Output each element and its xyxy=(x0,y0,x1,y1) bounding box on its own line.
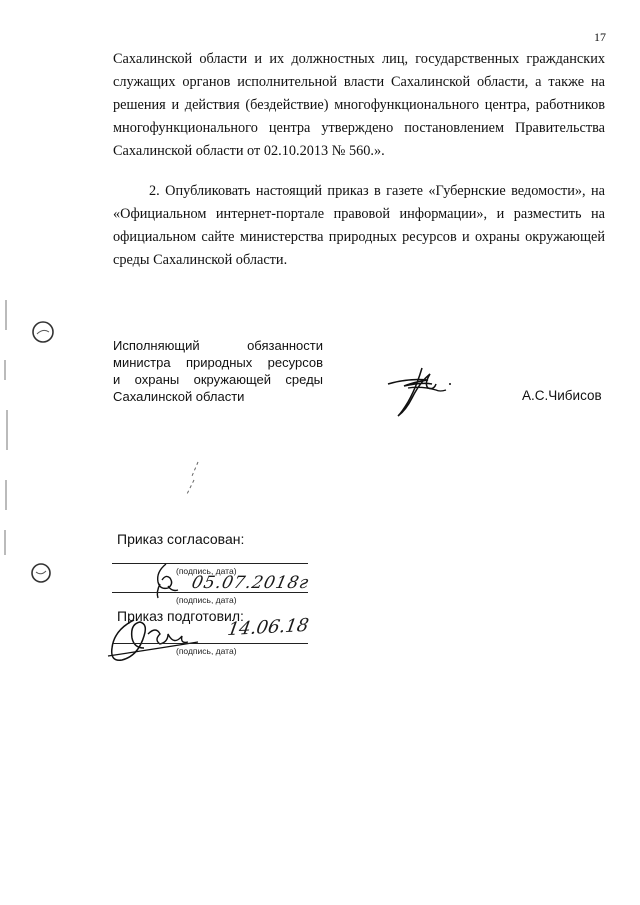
approval-caption-2: (подпись, дата) xyxy=(176,595,237,605)
signer-name: А.С.Чибисов xyxy=(522,388,602,403)
margin-mark-icon xyxy=(0,300,14,560)
stray-pen-mark xyxy=(176,460,206,500)
prepared-caption: (подпись, дата) xyxy=(176,646,237,656)
approval-sign-line-2 xyxy=(112,592,308,593)
prepared-handwritten-date: 14.06.18 xyxy=(225,614,311,641)
approval-caption-1: (подпись, дата) xyxy=(176,566,237,576)
approval-handwritten-date: 05.07.2018г xyxy=(189,573,312,593)
handwritten-signature xyxy=(378,362,458,420)
position-line: и охраны окружающей среды xyxy=(113,372,323,387)
position-line: министра природных ресурсов xyxy=(113,355,323,370)
position-line: Исполняющий обязанности xyxy=(113,338,323,353)
page-number: 17 xyxy=(594,30,606,44)
prepared-sign-line xyxy=(112,643,308,644)
body-paragraph-1: Сахалинской области и их должностных лиц, государственных гражданских служащих органов исполнительной власти Сахалинской области, а также на решения и действия (бездействие) многофункционального центра, работников многофункционального центра утверждено постановлением Правительства Сахалинской области от 02.10.2013 № 560.». xyxy=(113,51,605,159)
body-paragraph-2: 2. Опубликовать настоящий приказ в газете «Губернские ведомости», на «Официальном интернет-портале правовой информации», и разместить на официальном сайте министерства природных ресурсов и охраны окружающей среды Сахалинской области. xyxy=(113,183,605,268)
position-line: Сахалинской области xyxy=(113,389,245,404)
approval-label: Приказ согласован: xyxy=(117,531,245,547)
approval-sign-line xyxy=(112,563,308,564)
signature-position-title xyxy=(113,337,323,405)
binder-hole-icon xyxy=(30,318,58,346)
prepared-label: Приказ подготовил: xyxy=(117,608,244,624)
handwritten-signature xyxy=(104,612,204,668)
binder-hole-icon xyxy=(28,560,56,588)
